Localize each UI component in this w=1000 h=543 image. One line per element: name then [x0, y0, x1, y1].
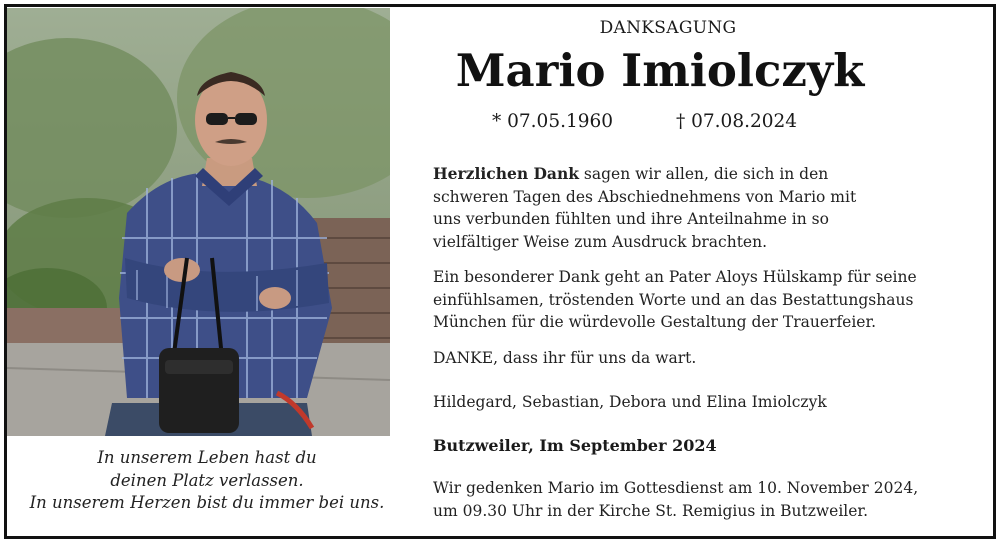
family-signature: Hildegard, Sebastian, Debora und Elina Imiolczyk — [433, 393, 827, 411]
memorial-line: um 09.30 Uhr in der Kirche St. Remigius in Butzweiler. — [433, 501, 869, 520]
thanks-line: uns verbunden fühlten und ihre Anteilnahme in so — [433, 210, 829, 228]
thanks-line: vielfältiger Weise zum Ausdruck brachten. — [433, 232, 768, 251]
special-thanks-line: einfühlsamen, tröstenden Worte und an das Bestattungshaus — [433, 290, 914, 309]
memorial-line: Wir gedenken Mario im Gottesdienst am 10. November 2024, — [433, 479, 919, 497]
motto-line: deinen Platz verlassen. — [110, 470, 304, 490]
portrait-photo — [7, 8, 390, 436]
special-thanks-line: München für die würdevolle Gestaltung der Trauerfeier. — [433, 313, 877, 331]
thanks-first-line-rest: sagen wir allen, die sich in den — [578, 165, 829, 183]
danke-line: DANKE, dass ihr für uns da wart. — [433, 349, 697, 367]
thanks-line: schweren Tagen des Abschiednehmens von Mario mit — [433, 187, 857, 206]
deceased-name: Mario Imiolczyk — [455, 44, 865, 97]
notice-heading: DANKSAGUNG — [599, 18, 737, 38]
motto-line: In unserem Herzen bist du immer bei uns. — [29, 493, 385, 512]
portrait-illustration — [7, 8, 390, 436]
death-date: † 07.08.2024 — [676, 111, 798, 132]
memorial-service-paragraph — [433, 477, 973, 522]
thanks-lead: Herzlichen Dank — [433, 164, 579, 183]
special-thanks-line: Ein besonderer Dank geht an Pater Aloys Hülskamp für seine — [433, 268, 917, 286]
place-and-date: Butzweiler, Im September 2024 — [433, 436, 717, 455]
motto-line: In unserem Leben hast du — [97, 448, 317, 467]
thanks-first-line — [433, 163, 973, 186]
birth-date: * 07.05.1960 — [492, 111, 614, 132]
special-thanks-paragraph — [433, 266, 973, 334]
memorial-motto — [7, 447, 407, 515]
thanks-paragraph — [433, 163, 973, 253]
